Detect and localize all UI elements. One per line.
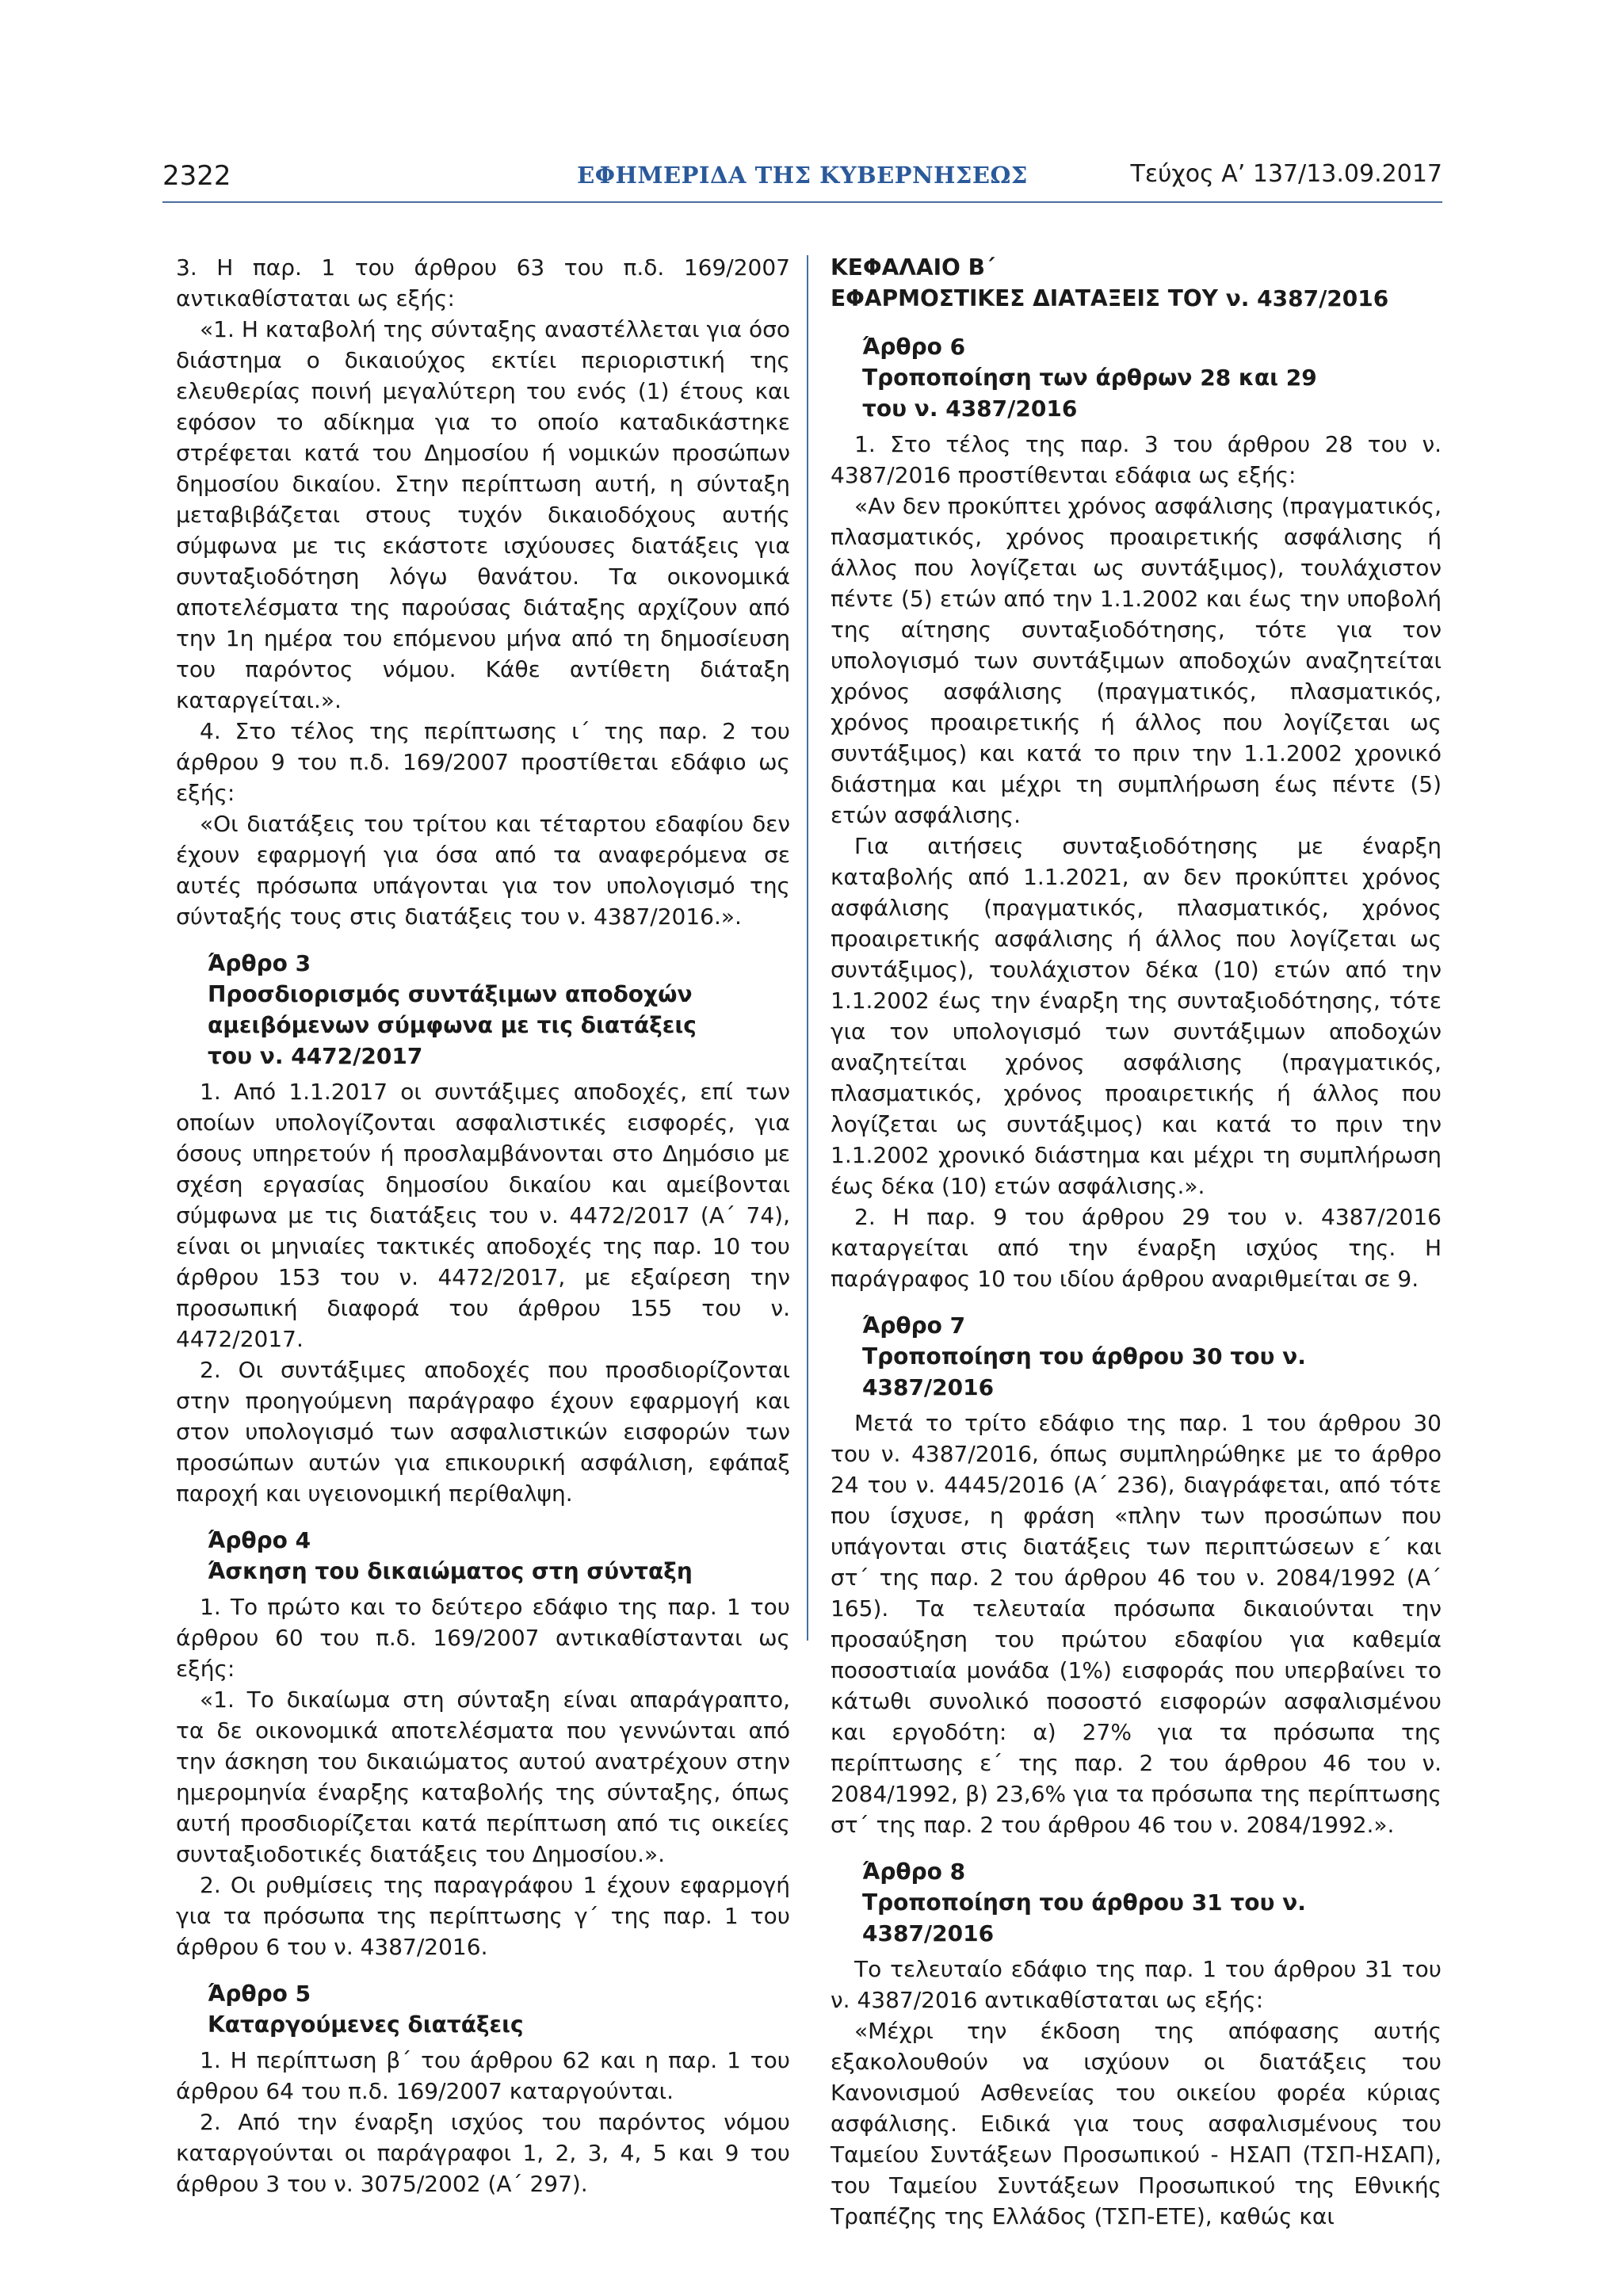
article-number: Άρθρο 8 bbox=[862, 1859, 966, 1885]
paragraph: 1. Από 1.1.2017 οι συντάξιμες αποδοχές, επί των οποίων υπολογίζονται ασφαλιστικές εισφορές, για όσους υπηρετούν ή προσλαμβάνονται στο Δημόσιο με σχέση εργασίας δημοσίου δικαίου και αμείβονται σύμφωνα με τις διατάξεις του ν. 4472/2017 (Α΄ 74), είναι οι μηνιαίες τακτικές αποδοχές της παρ. 10 του άρθρου 153 του ν. 4472/2017, με εξαίρεση την προσωπική διαφορά του άρθρου 155 του ν. 4472/2017. bbox=[176, 1079, 790, 1352]
paragraph: «1. Η καταβολή της σύνταξης αναστέλλεται για όσο διάστημα ο δικαιούχος εκτίει περιοριστική της ελευθερίας ποινή μεγαλύτερη του ενός (1) έτους και εφόσον το αδίκημα για το οποίο καταδικάστηκε στρέφεται κατά του Δημοσίου ή νομικών προσώπων δημοσίου δικαίου. Στην περίπτωση αυτή, η σύνταξη μεταβιβάζεται στους τυχόν δικαιοδόχους αυτής σύμφωνα με τις εκάστοτε ισχύουσες διατάξεις για συνταξιοδότηση λόγω θανάτου. Τα οικονομικά αποτελέσματα της παρούσας διάταξης αρχίζουν από την 1η ημέρα του επόμενου μήνα από τη δημοσίευση του παρόντος νόμου. Κάθε αντίθετη διάταξη καταργείται.». bbox=[176, 316, 790, 713]
paragraph: 2. Από την έναρξη ισχύος του παρόντος νόμου καταργούνται οι παράγραφοι 1, 2, 3, 4, 5 και 9 του άρθρου 3 του ν. 3075/2002 (Α΄ 297). bbox=[176, 2109, 790, 2197]
paragraph: «1. Το δικαίωμα στη σύνταξη είναι απαράγραπτο, τα δε οικονομικά αποτελέσματα που γεννώνται από την άσκηση του δικαιώματος αυτού ανατρέχουν στην ημερομηνία έναρξης καταβολής της σύνταξης, όπως αυτή προσδιορίζεται κατά περίπτωση από τις οικείες συνταξιοδοτικές διατάξεις του Δημοσίου.». bbox=[176, 1687, 790, 1867]
article-title-line: Τροποποίηση του άρθρου 31 του ν. 4387/2016 bbox=[862, 1889, 1306, 1946]
article-6-heading bbox=[831, 331, 1442, 424]
paragraph: «Οι διατάξεις του τρίτου και τέταρτου εδαφίου δεν έχουν εφαρμογή για όσα από τα αναφερόμενα σε αυτές πρόσωπα υπάγονται για τον υπολογισμό της σύνταξής τους στις διατάξεις του ν. 4387/2016.». bbox=[176, 811, 790, 930]
article-number: Άρθρο 5 bbox=[208, 1981, 311, 2007]
page-header bbox=[162, 159, 1442, 203]
article-number: Άρθρο 3 bbox=[208, 950, 311, 976]
paragraph: 2. Η παρ. 9 του άρθρου 29 του ν. 4387/2016 καταργείται από την έναρξη ισχύος της. Η παράγραφος 10 του ιδίου άρθρου αναριθμείται σε 9. bbox=[831, 1204, 1442, 1292]
article-number: Άρθρο 7 bbox=[862, 1312, 966, 1339]
article-title-line: Καταργούμενες διατάξεις bbox=[208, 2011, 524, 2038]
left-column bbox=[176, 252, 790, 2199]
right-column bbox=[831, 252, 1442, 2232]
paragraph: 2. Οι συντάξιμες αποδοχές που προσδιορίζονται στην προηγούμενη παράγραφο έχουν εφαρμογή και στον υπολογισμό των ασφαλιστικών εισφορών των προσώπων αυτών για επικουρική ασφάλιση, εφάπαξ παροχή και υγειονομική περίθαλψη. bbox=[176, 1357, 790, 1507]
paragraph: 2. Οι ρυθμίσεις της παραγράφου 1 έχουν εφαρμογή για τα πρόσωπα της περίπτωσης γ΄ της παρ. 1 του άρθρου 6 του ν. 4387/2016. bbox=[176, 1872, 790, 1960]
article-number: Άρθρο 4 bbox=[208, 1527, 311, 1553]
article-title-line: του ν. 4387/2016 bbox=[862, 395, 1078, 422]
paragraph: Το τελευταίο εδάφιο της παρ. 1 του άρθρου 31 του ν. 4387/2016 αντικαθίσταται ως εξής: bbox=[831, 1956, 1442, 2013]
article-number: Άρθρο 6 bbox=[862, 334, 966, 360]
paragraph: 4. Στο τέλος της περίπτωσης ι΄ της παρ. 2 του άρθρου 9 του π.δ. 169/2007 προστίθεται εδάφιο ως εξής: bbox=[176, 718, 790, 806]
issue-info: Τεύχος Α’ 137/13.09.2017 bbox=[1130, 160, 1442, 188]
article-4-heading bbox=[176, 1525, 790, 1587]
article-7-heading bbox=[831, 1310, 1442, 1403]
paragraph: 3. Η παρ. 1 του άρθρου 63 του π.δ. 169/2007 αντικαθίσταται ως εξής: bbox=[176, 254, 790, 311]
gazette-title: ΕΦΗΜΕΡΙΔΑ ΤΗΣ ΚΥΒΕΡΝΗΣΕΩΣ bbox=[577, 162, 1028, 189]
article-title-line: του ν. 4472/2017 bbox=[208, 1043, 423, 1069]
article-title-line: Τροποποίηση του άρθρου 30 του ν. 4387/2016 bbox=[862, 1343, 1306, 1400]
article-5-heading bbox=[176, 1978, 790, 2040]
paragraph: 1. Η περίπτωση β΄ του άρθρου 62 και η παρ. 1 του άρθρου 64 του π.δ. 169/2007 καταργούνται. bbox=[176, 2047, 790, 2104]
article-title-line: Τροποποίηση των άρθρων 28 και 29 bbox=[862, 365, 1317, 391]
paragraph: 1. Το πρώτο και το δεύτερο εδάφιο της παρ. 1 του άρθρου 60 του π.δ. 169/2007 αντικαθίστανται ως εξής: bbox=[176, 1594, 790, 1682]
article-8-heading bbox=[831, 1856, 1442, 1949]
chapter-heading bbox=[831, 252, 1442, 314]
paragraph: Για αιτήσεις συνταξιοδότησης με έναρξη καταβολής από 1.1.2021, αν δεν προκύπτει χρόνος ασφάλισης (πραγματικός, πλασματικός, χρόνος προαιρετικής ασφάλισης ή άλλος που λογίζεται ως συντάξιμος), τουλάχιστον δέκα (10) ετών από την 1.1.2002 έως την έναρξη της συνταξιοδότησης, τότε για τον υπολογισμό των συντάξιμων αποδοχών αναζητείται χρόνος ασφάλισης (πραγματικός, πλασματικός, χρόνος προαιρετικής ή άλλος που λογίζεται ως συντάξιμος) και κατά το πριν την 1.1.2002 χρονικό διάστημα και μέχρι τη συμπλήρωση έως δέκα (10) ετών ασφάλισης.». bbox=[831, 833, 1442, 1199]
article-3-heading bbox=[176, 948, 790, 1072]
chapter-number: ΚΕΦΑΛΑΙΟ Β΄ bbox=[831, 254, 995, 281]
page-number: 2322 bbox=[162, 160, 231, 192]
article-title-line: Προσδιορισμός συντάξιμων αποδοχών bbox=[208, 981, 693, 1007]
article-title-line: Άσκηση του δικαιώματος στη σύνταξη bbox=[208, 1558, 693, 1584]
paragraph: Μετά το τρίτο εδάφιο της παρ. 1 του άρθρου 30 του ν. 4387/2016, όπως συμπληρώθηκε με το άρθρο 24 του ν. 4445/2016 (Α΄ 236), διαγράφεται, από τότε που ίσχυσε, η φράση «πλην των προσώπων που υπάγονται στις διατάξεις των περιπτώσεων ε΄ και στ΄ της παρ. 2 του άρθρου 46 του ν. 2084/1992 (Α΄ 165). Τα τελευταία πρόσωπα δικαιούνται την προσαύξηση του πρώτου εδαφίου για καθεμία ποσοστιαία μονάδα (1%) εισφοράς που υπερβαίνει το κάτωθι συνολικό ποσοστό εισφορών ασφαλισμένου και εργοδότη: α) 27% για τα πρόσωπα της περίπτωσης ε΄ της παρ. 2 του άρθρου 46 του ν. 2084/1992, β) 23,6% για τα πρόσωπα της περίπτωσης στ΄ της παρ. 2 του άρθρου 46 του ν. 2084/1992.». bbox=[831, 1410, 1442, 1838]
paragraph: «Αν δεν προκύπτει χρόνος ασφάλισης (πραγματικός, πλασματικός, χρόνος προαιρετικής ασφάλισης ή άλλος που λογίζεται ως συντάξιμος), τουλάχιστον πέντε (5) ετών από την 1.1.2002 και έως την υποβολή της αίτησης συνταξιοδότησης, τότε για τον υπολογισμό των συντάξιμων αποδοχών αναζητείται χρόνος ασφάλισης (πραγματικός, πλασματικός, χρόνος προαιρετικής ή άλλος που λογίζεται ως συντάξιμος) και κατά το πριν την 1.1.2002 χρονικό διάστημα και μέχρι τη συμπλήρωση έως πέντε (5) ετών ασφάλισης. bbox=[831, 493, 1442, 828]
paragraph: 1. Στο τέλος της παρ. 3 του άρθρου 28 του ν. 4387/2016 προστίθενται εδάφια ως εξής: bbox=[831, 431, 1442, 488]
article-title-line: αμειβόμενων σύμφωνα με τις διατάξεις bbox=[208, 1012, 697, 1038]
column-divider bbox=[807, 255, 808, 1641]
chapter-title: ΕΦΑΡΜΟΣΤΙΚΕΣ ΔΙΑΤΑΞΕΙΣ ΤΟΥ ν. 4387/2016 bbox=[831, 285, 1389, 311]
paragraph: «Μέχρι την έκδοση της απόφασης αυτής εξακολουθούν να ισχύουν οι διατάξεις του Κανονισμού Ασθενείας του οικείου φορέα κύριας ασφάλισης. Ειδικά για τους ασφαλισμένους του Ταμείου Συντάξεων Προσωπικού - ΗΣΑΠ (ΤΣΠ-ΗΣΑΠ), του Ταμείου Συντάξεων Προσωπικού της Εθνικής Τραπέζης της Ελλάδος (ΤΣΠ-ΕΤΕ), καθώς και bbox=[831, 2018, 1442, 2229]
